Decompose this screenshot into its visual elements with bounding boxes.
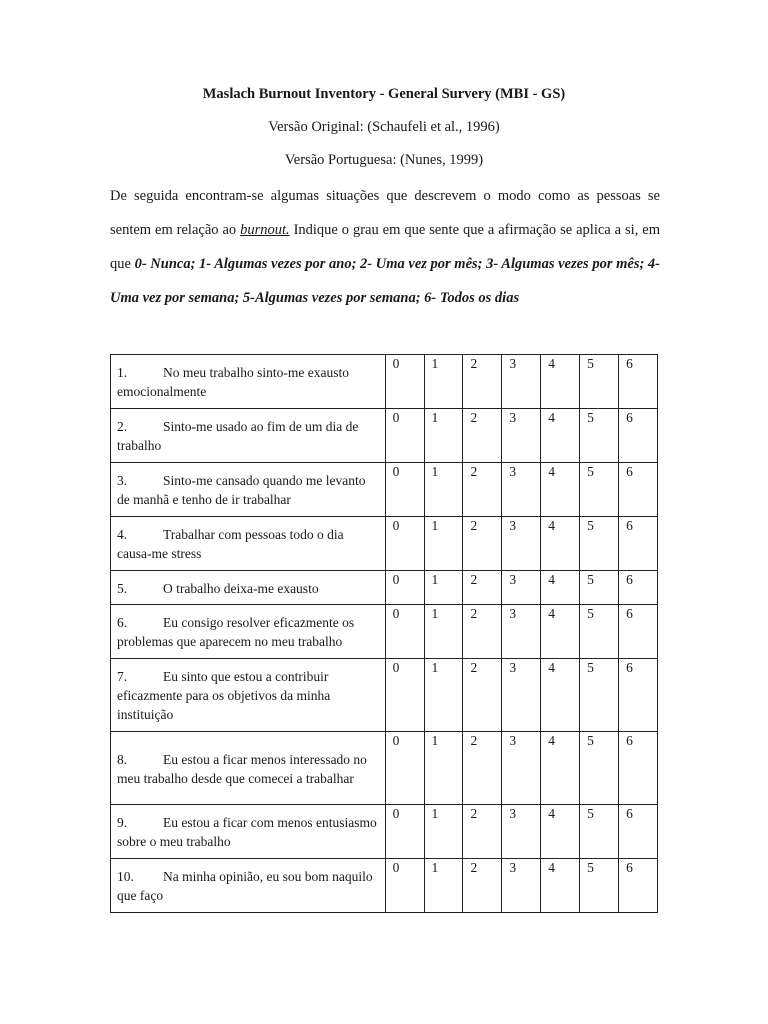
scale-option-4[interactable]: 4	[541, 463, 580, 517]
scale-option-5[interactable]: 5	[580, 571, 619, 605]
instructions-text-2: Indique o grau em que sente que a afirmação se aplica a si, em que	[110, 222, 660, 272]
item-number: 7.	[117, 669, 128, 684]
survey-row	[111, 805, 658, 859]
item-number: 8.	[117, 751, 128, 767]
scale-option-2[interactable]: 2	[463, 517, 502, 571]
scale-option-6[interactable]: 6	[619, 571, 658, 605]
scale-option-2[interactable]: 2	[463, 659, 502, 732]
scale-option-4[interactable]: 4	[541, 659, 580, 732]
scale-option-0[interactable]: 0	[385, 355, 424, 409]
survey-item-cell	[111, 859, 386, 913]
scale-option-4[interactable]: 4	[541, 409, 580, 463]
survey-row	[111, 859, 658, 913]
scale-option-5[interactable]: 5	[580, 732, 619, 805]
scale-option-6[interactable]: 6	[619, 859, 658, 913]
scale-option-0[interactable]: 0	[385, 659, 424, 732]
scale-option-3[interactable]: 3	[502, 409, 541, 463]
item-statement: Sinto-me cansado quando me levanto de manhã e tenho de ir trabalhar	[117, 473, 366, 507]
survey-item-cell	[111, 517, 386, 571]
scale-option-6[interactable]: 6	[619, 409, 658, 463]
scale-option-0[interactable]: 0	[385, 859, 424, 913]
scale-option-4[interactable]: 4	[541, 571, 580, 605]
scale-option-6[interactable]: 6	[619, 732, 658, 805]
scale-option-3[interactable]: 3	[502, 659, 541, 732]
scale-option-0[interactable]: 0	[385, 409, 424, 463]
scale-option-3[interactable]: 3	[502, 355, 541, 409]
scale-option-2[interactable]: 2	[463, 859, 502, 913]
item-number: 9.	[117, 815, 128, 830]
item-number: 1.	[117, 365, 128, 380]
item-statement: Na minha opinião, eu sou bom naquilo que faço	[117, 869, 373, 903]
scale-option-2[interactable]: 2	[463, 355, 502, 409]
scale-option-2[interactable]: 2	[463, 732, 502, 805]
instructions-paragraph	[110, 179, 660, 315]
scale-option-5[interactable]: 5	[580, 659, 619, 732]
scale-option-6[interactable]: 6	[619, 463, 658, 517]
scale-option-6[interactable]: 6	[619, 805, 658, 859]
scale-option-2[interactable]: 2	[463, 571, 502, 605]
scale-option-1[interactable]: 1	[424, 463, 463, 517]
scale-option-0[interactable]: 0	[385, 571, 424, 605]
scale-option-2[interactable]: 2	[463, 805, 502, 859]
item-statement: Eu estou a ficar com menos entusiasmo sobre o meu trabalho	[117, 815, 377, 849]
survey-item-cell	[111, 659, 386, 732]
scale-option-6[interactable]: 6	[619, 659, 658, 732]
scale-option-6[interactable]: 6	[619, 517, 658, 571]
scale-option-0[interactable]: 0	[385, 605, 424, 659]
scale-option-3[interactable]: 3	[502, 732, 541, 805]
scale-legend: 0- Nunca; 1- Algumas vezes por ano; 2- Uma vez por mês; 3- Algumas vezes por mês; 4- Uma vez por semana; 5-Algumas vezes por semana; 6- Todos os dias	[110, 256, 661, 306]
burnout-keyword: burnout.	[240, 222, 290, 238]
scale-option-6[interactable]: 6	[619, 355, 658, 409]
scale-option-5[interactable]: 5	[580, 605, 619, 659]
item-number: 6.	[117, 615, 128, 630]
survey-item-cell	[111, 463, 386, 517]
scale-option-5[interactable]: 5	[580, 805, 619, 859]
survey-row	[111, 659, 658, 732]
survey-row	[111, 732, 658, 805]
survey-row	[111, 409, 658, 463]
item-statement: Eu estou a ficar menos interessado no meu trabalho desde que comecei a trabalhar	[117, 751, 367, 786]
survey-item-cell	[111, 605, 386, 659]
scale-option-4[interactable]: 4	[541, 859, 580, 913]
item-statement: Sinto-me usado ao fim de um dia de trabalho	[117, 419, 359, 453]
scale-option-5[interactable]: 5	[580, 355, 619, 409]
item-statement: Eu sinto que estou a contribuir eficazmente para os objetivos da minha instituição	[117, 669, 331, 722]
scale-option-5[interactable]: 5	[580, 463, 619, 517]
scale-option-1[interactable]: 1	[424, 571, 463, 605]
scale-option-4[interactable]: 4	[541, 517, 580, 571]
survey-row	[111, 355, 658, 409]
item-statement: Trabalhar com pessoas todo o dia causa-me stress	[117, 527, 344, 561]
scale-option-0[interactable]: 0	[385, 805, 424, 859]
scale-option-1[interactable]: 1	[424, 859, 463, 913]
scale-option-4[interactable]: 4	[541, 732, 580, 805]
item-number: 2.	[117, 419, 128, 434]
survey-row	[111, 463, 658, 517]
survey-row	[111, 517, 658, 571]
item-statement: Eu consigo resolver eficazmente os problemas que aparecem no meu trabalho	[117, 615, 355, 649]
scale-option-3[interactable]: 3	[502, 463, 541, 517]
scale-option-1[interactable]: 1	[424, 805, 463, 859]
scale-option-4[interactable]: 4	[541, 605, 580, 659]
scale-option-2[interactable]: 2	[463, 463, 502, 517]
item-number: 5.	[117, 580, 128, 596]
scale-option-3[interactable]: 3	[502, 859, 541, 913]
scale-option-0[interactable]: 0	[385, 732, 424, 805]
item-statement: O trabalho deixa-me exausto	[163, 580, 319, 596]
scale-option-5[interactable]: 5	[580, 517, 619, 571]
item-number: 4.	[117, 527, 128, 542]
scale-option-4[interactable]: 4	[541, 355, 580, 409]
scale-option-1[interactable]: 1	[424, 605, 463, 659]
item-statement: No meu trabalho sinto-me exausto emocionalmente	[117, 365, 349, 399]
page-title: Maslach Burnout Inventory - General Survery (MBI - GS)	[202, 86, 566, 102]
scale-option-0[interactable]: 0	[385, 463, 424, 517]
survey-row	[111, 571, 658, 605]
original-version-line: Versão Original: (Schaufeli et al., 1996)	[268, 119, 500, 135]
survey-table	[110, 354, 658, 913]
item-number: 10.	[117, 869, 134, 884]
scale-option-1[interactable]: 1	[424, 355, 463, 409]
scale-option-1[interactable]: 1	[424, 732, 463, 805]
scale-option-2[interactable]: 2	[463, 605, 502, 659]
scale-option-1[interactable]: 1	[424, 659, 463, 732]
scale-option-3[interactable]: 3	[502, 517, 541, 571]
scale-option-6[interactable]: 6	[619, 605, 658, 659]
scale-option-3[interactable]: 3	[502, 605, 541, 659]
item-number: 3.	[117, 473, 128, 488]
survey-item-cell	[111, 805, 386, 859]
portuguese-version-line: Versão Portuguesa: (Nunes, 1999)	[284, 152, 484, 168]
scale-option-0[interactable]: 0	[385, 517, 424, 571]
survey-item-cell	[111, 732, 386, 805]
scale-option-4[interactable]: 4	[541, 805, 580, 859]
scale-option-3[interactable]: 3	[502, 571, 541, 605]
scale-option-5[interactable]: 5	[580, 859, 619, 913]
scale-option-2[interactable]: 2	[463, 409, 502, 463]
survey-item-cell	[111, 571, 386, 605]
survey-item-cell	[111, 355, 386, 409]
scale-option-3[interactable]: 3	[502, 805, 541, 859]
instructions-text-1: De seguida encontram-se algumas situações que descrevem o modo como as pessoas se sentem em relação ao	[110, 188, 660, 238]
survey-row	[111, 605, 658, 659]
scale-option-1[interactable]: 1	[424, 409, 463, 463]
survey-item-cell	[111, 409, 386, 463]
scale-option-5[interactable]: 5	[580, 409, 619, 463]
scale-option-1[interactable]: 1	[424, 517, 463, 571]
